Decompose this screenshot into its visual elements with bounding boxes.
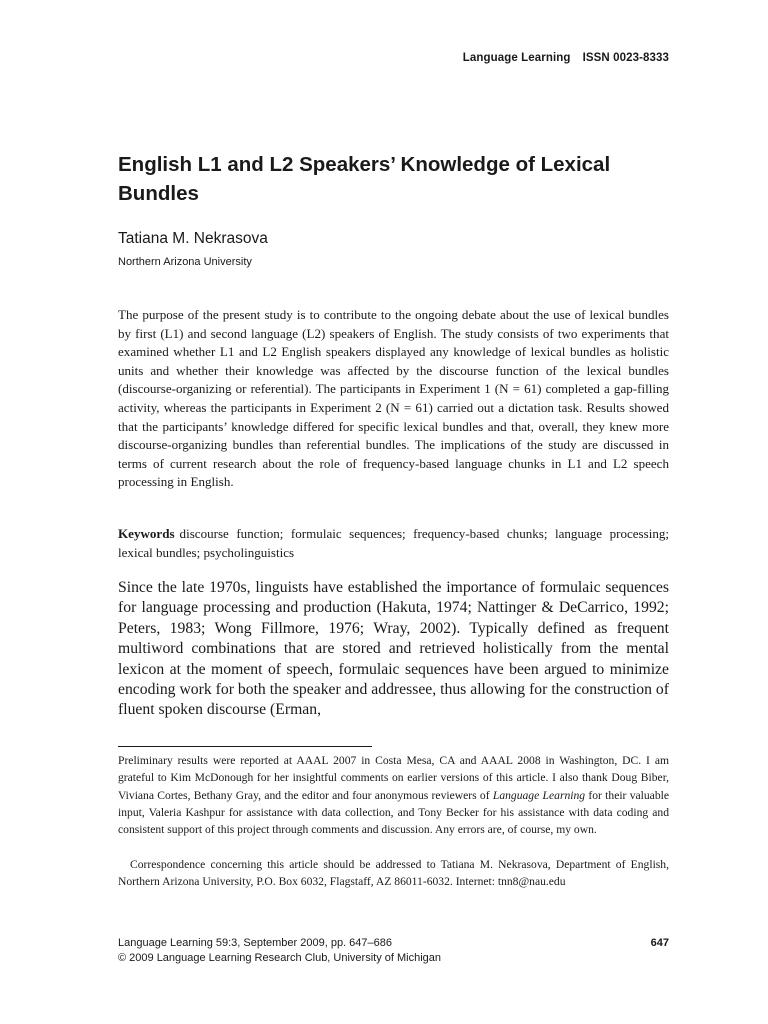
footnote-text-2: for their valuable input, Valeria Kashpur for assistance with data collection, and Tony Becker for his assistance with data coding and consistent support of this project through comments and discussion. Any errors are, of course, my own. [118,788,669,837]
correspondence-footnote: Correspondence concerning this article should be addressed to Tatiana M. Nekrasova, Department of English, Northern Arizona University, P.O. Box 6032, Flagstaff, AZ 86011-6032. Internet: tnn8@nau.edu [118,858,669,889]
journal-name: Language Learning [462,52,571,64]
footnote-text-1: Preliminary results were reported at AAAL 2007 in Costa Mesa, CA and AAAL 2008 in Washington, DC. I am grateful to Kim McDonough for her insightful comments on earlier versions of this article. I also thank Doug Biber, Viviana Cortes, Bethany Gray, and the editor and four anonymous reviewers of [118,754,669,802]
abstract: The purpose of the present study is to contribute to the ongoing debate about the use of lexical bundles by first (L1) and second language (L2) speakers of English. The study consists of two experiments that examined whether L1 and L2 English speakers displayed any knowledge of lexical bundles as holistic units and whether their knowledge was affected by the discourse function of the lexical bundles (discourse-organizing or referential). The participants in Experiment 1 (N = 61) completed a gap-filling activity, whereas the participants in Experiment 2 (N = 61) carried out a dictation task. Results showed that the participants’ knowledge differed for specific lexical bundles and that, overall, they knew more discourse-organizing bundles than referential bundles. The implications of the study are discussed in terms of current research about the role of frequency-based language chunks in L1 and L2 speech processing in English. [118,307,669,490]
page-footer [118,936,669,966]
acknowledgements-footnote [118,752,669,838]
article-title: English L1 and L2 Speakers’ Knowledge of Lexical Bundles [118,153,611,205]
footnote-journal-italic: Language Learning [492,788,586,802]
body-paragraph: Since the late 1970s, linguists have established the importance of formulaic sequences for language processing and production (Hakuta, 1974; Nattinger & DeCarrico, 1992; Peters, 1983; Wong Fillmore, 1976; Wray, 2002). Typically defined as frequent multiword combinations that are stored and retrieved holistically from the mental lexicon at the moment of speech, formulaic sequences have been argued to minimize encoding work for both the speaker and addressee, thus allowing for the construction of fluent spoken discourse (Erman, [118,579,669,719]
keywords [118,525,669,562]
copyright-notice: © 2009 Language Learning Research Club, University of Michigan [118,952,442,964]
journal-citation: Language Learning 59:3, September 2009, pp. 647–686 [118,937,393,949]
author-affiliation: Northern Arizona University [118,256,252,268]
footnote-divider [118,746,372,747]
running-header [463,52,669,64]
keywords-text: discourse function; formulaic sequences; frequency-based chunks; language processing; lexical bundles; psycholinguistics [118,526,669,560]
page-number: 647 [650,937,669,949]
author-name: Tatiana M. Nekrasova [118,230,268,247]
issn: ISSN 0023-8333 [582,52,669,64]
keywords-label: Keywords [118,526,175,541]
